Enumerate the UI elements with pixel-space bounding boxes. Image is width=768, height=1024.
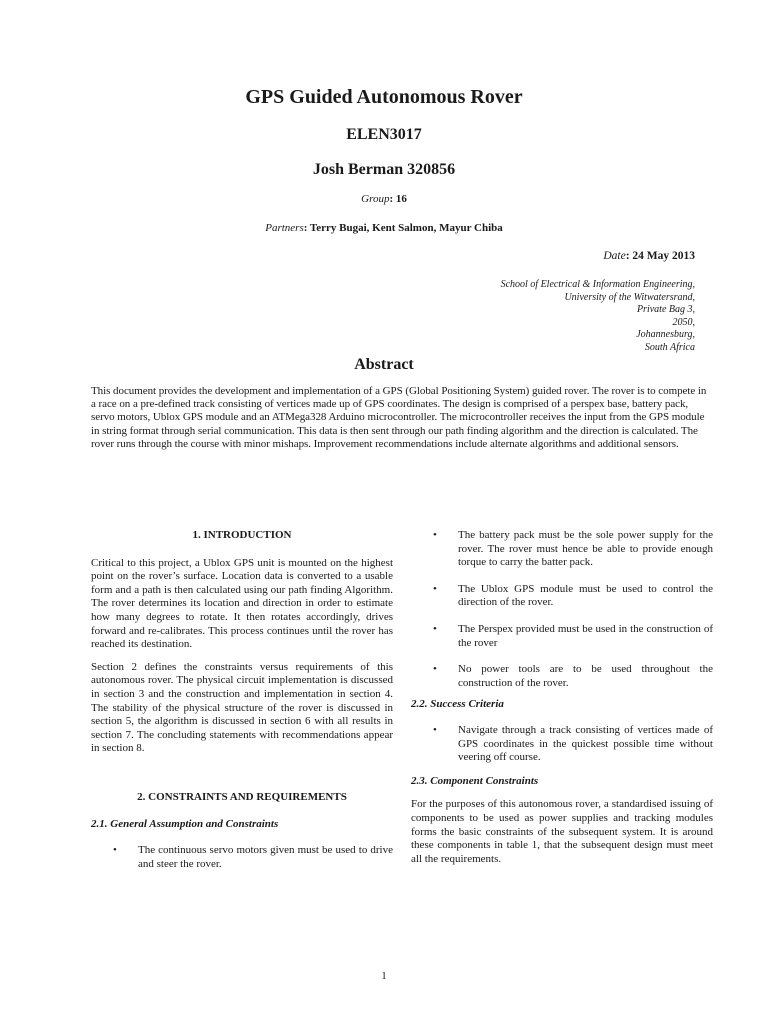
bullet-marker: • (433, 529, 437, 541)
list-item-text: The battery pack must be the sole power supply for the rover. The rover must hence be able to provide enough torque to carry the batter pack. (458, 529, 713, 569)
date-value: : 24 May 2013 (625, 250, 695, 262)
list-item-text: The Ublox GPS module must be used to control the direction of the rover. (458, 582, 713, 609)
address-line: University of the Witwatersrand, (564, 291, 695, 303)
address-line: South Africa (644, 341, 695, 353)
address-line: Private Bag 3, (636, 304, 695, 316)
partners-value: : Terry Bugai, Kent Salmon, Mayur Chiba (303, 222, 503, 234)
address-line: School of Electrical & Information Engineering, (500, 279, 695, 290)
abstract-text: This document provides the development and implementation of a GPS (Global Positioning System) guided rover. The rover is to compete in a race on a pre-defined track consisting of vertices made up of GPS coordinates. The design is comprised of a perspex base, battery pack, servo motors, Ublox GPS module and an ATMega328 Arduino microcontroller. The microcontroller receives the input from the GPS module in string format through serial communication. This data is then sent through our path finding algorithm and the direction is calculated. The rover runs through the course with minor mishaps. Improvement recommendations include alternate algorithms and additional sensors. (91, 385, 707, 450)
list-item-text: Navigate through a track consisting of vertices made of GPS coordinates in the quickest possible time without veering off course. (458, 723, 713, 764)
course-code: ELEN3017 (346, 126, 422, 143)
list-item (411, 724, 713, 765)
paper-title: GPS Guided Autonomous Rover (245, 86, 523, 108)
bullet-marker: • (113, 844, 117, 857)
abstract-heading: Abstract (354, 356, 414, 373)
section-heading-introduction: 1. INTRODUCTION (192, 529, 292, 541)
bullet-marker: • (433, 582, 437, 595)
intro-paragraph-1: Critical to this project, a Ublox GPS unit is mounted on the highest point on the rover’s surface. Location data is converted to a usable form and a path is then calculated using our path finding Algorithm. The rover determines its location and direction in order to estimate how many degrees to rotate. It then rotates accordingly, drives forward and re-calibrates. This process continues until the rover has reached its destination. (91, 556, 393, 651)
bullet-marker: • (433, 663, 437, 676)
bullet-marker: • (433, 622, 437, 635)
list-item-text: No power tools are to be used throughout the construction of the rover. (458, 663, 713, 689)
date-line (603, 250, 695, 262)
left-column (91, 529, 393, 871)
list-item (411, 583, 713, 610)
list-item (411, 663, 713, 690)
list-item-text: The Perspex provided must be used in the construction of the rover (458, 622, 713, 649)
affiliation-address (501, 279, 695, 355)
address-line: 2050, (672, 316, 695, 328)
address-line: Johannesburg, (636, 329, 695, 341)
author-line: Josh Berman 320856 (312, 161, 456, 178)
partners-label: Partners (265, 222, 304, 234)
subsection-heading-2-2: 2.2. Success Criteria (411, 698, 504, 711)
right-column (411, 529, 713, 866)
list-item (91, 844, 393, 871)
list-item (411, 623, 713, 650)
partners-line (0, 222, 768, 234)
components-paragraph: For the purposes of this autonomous rover, a standardised issuing of components to be used as power supplies and tracking modules forms the basic constraints of the subsequent system. It is around these components in table 1, that the subsequent design must meet all the requirements. (411, 798, 713, 865)
list-item-text: The continuous servo motors given must be used to drive and steer the rover. (138, 844, 393, 870)
group-label: Group (361, 193, 390, 205)
section-heading-constraints: 2. CONSTRAINTS AND REQUIREMENTS (137, 790, 347, 803)
list-item (411, 529, 713, 570)
subsection-heading-2-3: 2.3. Component Constraints (411, 774, 539, 787)
page-number: 1 (381, 970, 387, 982)
bullet-marker: • (433, 723, 437, 736)
group-value: : 16 (389, 193, 407, 205)
date-label: Date (603, 250, 626, 262)
subsection-heading-2-1: 2.1. General Assumption and Constraints (91, 817, 279, 830)
intro-paragraph-2: Section 2 defines the constraints versus requirements of this autonomous rover. The physical circuit implementation is discussed in section 3 and the construction and implementation in section 4. The stability of the physical structure of the rover is discussed in section 5, the algorithm is discussed in section 6 with all results in section 7. The concluding statements with recommendations appear in section 8. (91, 660, 393, 755)
group-line (0, 193, 768, 205)
